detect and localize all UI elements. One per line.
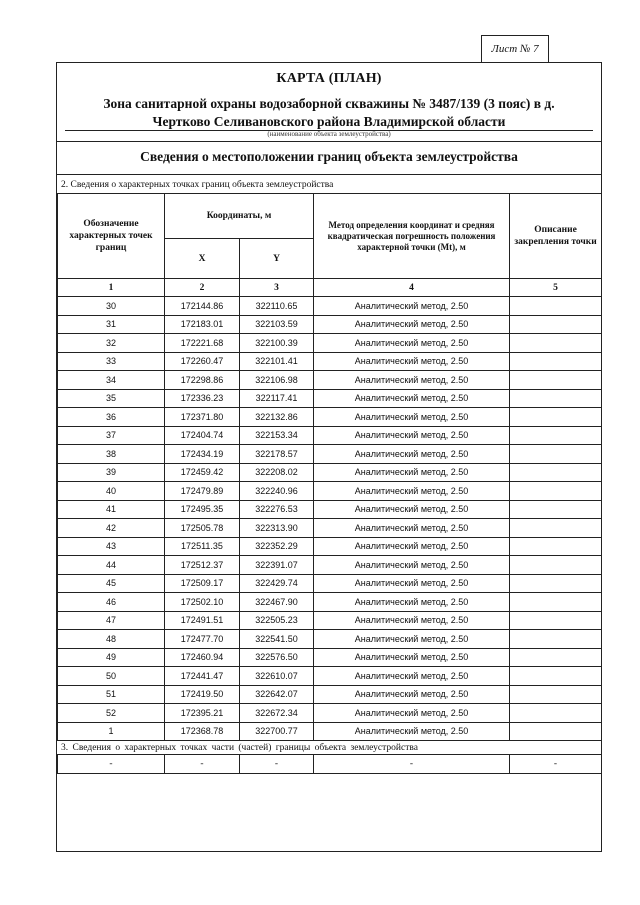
table-cell: - — [510, 755, 602, 774]
divider — [57, 174, 601, 175]
table-cell: - — [165, 755, 240, 774]
cell-y: 322276.53 — [240, 500, 314, 519]
cell-point: 33 — [58, 352, 165, 371]
table-row — [58, 389, 602, 408]
cell-point: 35 — [58, 389, 165, 408]
table-row — [58, 500, 602, 519]
cell-y: 322642.07 — [240, 685, 314, 704]
table-row — [58, 722, 602, 741]
cell-desc — [510, 315, 602, 334]
cell-x: 172460.94 — [165, 648, 240, 667]
cell-point: 52 — [58, 704, 165, 723]
table-row — [58, 519, 602, 538]
cell-method: Аналитический метод, 2.50 — [314, 408, 510, 427]
header-coordinates: Координаты, м — [165, 194, 314, 239]
cell-desc — [510, 371, 602, 390]
table-row — [58, 704, 602, 723]
cell-method: Аналитический метод, 2.50 — [314, 574, 510, 593]
part-points-table — [57, 754, 602, 774]
cell-y: 322313.90 — [240, 519, 314, 538]
cell-y: 322110.65 — [240, 297, 314, 316]
table-row — [58, 315, 602, 334]
cell-desc — [510, 648, 602, 667]
header-method: Метод определения координат и средняя квадратическая погрешность положения характерной точки (Mt), м — [314, 194, 510, 279]
divider — [57, 141, 601, 142]
cell-point: 44 — [58, 556, 165, 575]
table-row — [58, 611, 602, 630]
page-subtitle — [57, 95, 601, 131]
cell-desc — [510, 685, 602, 704]
subtitle-line-2: Чертково Селивановского района Владимирской области — [152, 114, 506, 129]
cell-x: 172395.21 — [165, 704, 240, 723]
cell-x: 172505.78 — [165, 519, 240, 538]
cell-x: 172260.47 — [165, 352, 240, 371]
cell-method: Аналитический метод, 2.50 — [314, 685, 510, 704]
cell-desc — [510, 445, 602, 464]
cell-desc — [510, 574, 602, 593]
cell-y: 322100.39 — [240, 334, 314, 353]
cell-point: 51 — [58, 685, 165, 704]
table-row — [58, 537, 602, 556]
table-row — [58, 371, 602, 390]
section-2-label: 2. Сведения о характерных точках границ объекта землеустройства — [61, 180, 334, 190]
table-row — [58, 556, 602, 575]
subtitle-line-1: Зона санитарной охраны водозаборной скважины № 3487/139 (3 пояс) в д. — [103, 96, 555, 111]
cell-method: Аналитический метод, 2.50 — [314, 704, 510, 723]
table-row — [58, 445, 602, 464]
cell-desc — [510, 408, 602, 427]
cell-y: 322505.23 — [240, 611, 314, 630]
cell-method: Аналитический метод, 2.50 — [314, 722, 510, 741]
cell-method: Аналитический метод, 2.50 — [314, 482, 510, 501]
table-row — [58, 648, 602, 667]
cell-point: 43 — [58, 537, 165, 556]
cell-y: 322178.57 — [240, 445, 314, 464]
cell-y: 322541.50 — [240, 630, 314, 649]
cell-method: Аналитический метод, 2.50 — [314, 630, 510, 649]
cell-x: 172298.86 — [165, 371, 240, 390]
cell-x: 172434.19 — [165, 445, 240, 464]
cell-method: Аналитический метод, 2.50 — [314, 556, 510, 575]
cell-method: Аналитический метод, 2.50 — [314, 352, 510, 371]
table-row — [58, 334, 602, 353]
cell-desc — [510, 426, 602, 445]
cell-y: 322101.41 — [240, 352, 314, 371]
table-row — [58, 667, 602, 686]
table-cell: - — [314, 755, 510, 774]
cell-y: 322352.29 — [240, 537, 314, 556]
cell-y: 322700.77 — [240, 722, 314, 741]
cell-desc — [510, 630, 602, 649]
cell-x: 172336.23 — [165, 389, 240, 408]
table-cell: - — [240, 755, 314, 774]
cell-method: Аналитический метод, 2.50 — [314, 519, 510, 538]
cell-point: 31 — [58, 315, 165, 334]
cell-point: 46 — [58, 593, 165, 612]
cell-method: Аналитический метод, 2.50 — [314, 667, 510, 686]
cell-desc — [510, 482, 602, 501]
cell-method: Аналитический метод, 2.50 — [314, 537, 510, 556]
cell-method: Аналитический метод, 2.50 — [314, 426, 510, 445]
cell-point: 30 — [58, 297, 165, 316]
cell-point: 40 — [58, 482, 165, 501]
table-row — [58, 297, 602, 316]
cell-desc — [510, 334, 602, 353]
cell-method: Аналитический метод, 2.50 — [314, 334, 510, 353]
sheet-number: Лист № 7 — [481, 35, 549, 63]
cell-x: 172419.50 — [165, 685, 240, 704]
cell-method: Аналитический метод, 2.50 — [314, 389, 510, 408]
column-number: 4 — [314, 279, 510, 297]
column-number-row — [58, 279, 602, 297]
header-point: Обозначение характерных точек границ — [58, 194, 165, 279]
cell-point: 41 — [58, 500, 165, 519]
table-cell: - — [58, 755, 165, 774]
cell-method: Аналитический метод, 2.50 — [314, 593, 510, 612]
cell-method: Аналитический метод, 2.50 — [314, 463, 510, 482]
cell-point: 48 — [58, 630, 165, 649]
cell-desc — [510, 389, 602, 408]
cell-y: 322240.96 — [240, 482, 314, 501]
cell-desc — [510, 593, 602, 612]
cell-desc — [510, 556, 602, 575]
column-number: 2 — [165, 279, 240, 297]
cell-desc — [510, 297, 602, 316]
cell-desc — [510, 519, 602, 538]
header-description: Описание закрепления точки — [510, 194, 602, 279]
cell-x: 172491.51 — [165, 611, 240, 630]
document-frame — [56, 62, 602, 852]
cell-point: 1 — [58, 722, 165, 741]
cell-x: 172144.86 — [165, 297, 240, 316]
cell-x: 172404.74 — [165, 426, 240, 445]
cell-point: 37 — [58, 426, 165, 445]
table-row — [58, 408, 602, 427]
cell-point: 32 — [58, 334, 165, 353]
cell-point: 50 — [58, 667, 165, 686]
cell-y: 322208.02 — [240, 463, 314, 482]
cell-point: 39 — [58, 463, 165, 482]
cell-desc — [510, 463, 602, 482]
section-3-label: 3. Сведения о характерных точках части (частей) границы объекта землеустройства — [61, 743, 418, 753]
page-title: КАРТА (ПЛАН) — [276, 71, 382, 86]
cell-y: 322467.90 — [240, 593, 314, 612]
cell-x: 172477.70 — [165, 630, 240, 649]
cell-point: 47 — [58, 611, 165, 630]
cell-y: 322391.07 — [240, 556, 314, 575]
cell-point: 49 — [58, 648, 165, 667]
cell-desc — [510, 611, 602, 630]
cell-y: 322106.98 — [240, 371, 314, 390]
table-row — [58, 630, 602, 649]
table-row — [58, 755, 602, 774]
cell-method: Аналитический метод, 2.50 — [314, 445, 510, 464]
cell-desc — [510, 500, 602, 519]
cell-desc — [510, 704, 602, 723]
cell-method: Аналитический метод, 2.50 — [314, 297, 510, 316]
table-row — [58, 463, 602, 482]
cell-x: 172368.78 — [165, 722, 240, 741]
cell-y: 322429.74 — [240, 574, 314, 593]
cell-x: 172183.01 — [165, 315, 240, 334]
cell-x: 172479.89 — [165, 482, 240, 501]
table-row — [58, 482, 602, 501]
cell-point: 34 — [58, 371, 165, 390]
cell-y: 322153.34 — [240, 426, 314, 445]
cell-y: 322576.50 — [240, 648, 314, 667]
table-row — [58, 685, 602, 704]
cell-y: 322132.86 — [240, 408, 314, 427]
cell-method: Аналитический метод, 2.50 — [314, 648, 510, 667]
boundary-points-table — [57, 193, 602, 741]
cell-point: 38 — [58, 445, 165, 464]
table-row — [58, 574, 602, 593]
cell-method: Аналитический метод, 2.50 — [314, 500, 510, 519]
cell-y: 322103.59 — [240, 315, 314, 334]
cell-x: 172221.68 — [165, 334, 240, 353]
cell-desc — [510, 667, 602, 686]
cell-x: 172502.10 — [165, 593, 240, 612]
cell-point: 36 — [58, 408, 165, 427]
section-title: Сведения о местоположении границ объекта землеустройства — [140, 149, 518, 164]
cell-y: 322117.41 — [240, 389, 314, 408]
cell-x: 172371.80 — [165, 408, 240, 427]
cell-point: 45 — [58, 574, 165, 593]
cell-x: 172512.37 — [165, 556, 240, 575]
cell-method: Аналитический метод, 2.50 — [314, 315, 510, 334]
cell-point: 42 — [58, 519, 165, 538]
table-row — [58, 426, 602, 445]
cell-desc — [510, 352, 602, 371]
cell-x: 172495.35 — [165, 500, 240, 519]
table-row — [58, 593, 602, 612]
header-x: X — [165, 239, 240, 279]
table-row — [58, 352, 602, 371]
cell-x: 172441.47 — [165, 667, 240, 686]
cell-x: 172509.17 — [165, 574, 240, 593]
cell-x: 172459.42 — [165, 463, 240, 482]
column-number: 5 — [510, 279, 602, 297]
cell-desc — [510, 537, 602, 556]
column-number: 1 — [58, 279, 165, 297]
object-caption: (наименование объекта землеустройства) — [267, 130, 391, 138]
cell-desc — [510, 722, 602, 741]
header-y: Y — [240, 239, 314, 279]
cell-y: 322610.07 — [240, 667, 314, 686]
cell-method: Аналитический метод, 2.50 — [314, 611, 510, 630]
cell-x: 172511.35 — [165, 537, 240, 556]
column-number: 3 — [240, 279, 314, 297]
cell-method: Аналитический метод, 2.50 — [314, 371, 510, 390]
cell-y: 322672.34 — [240, 704, 314, 723]
table-body — [58, 297, 602, 741]
